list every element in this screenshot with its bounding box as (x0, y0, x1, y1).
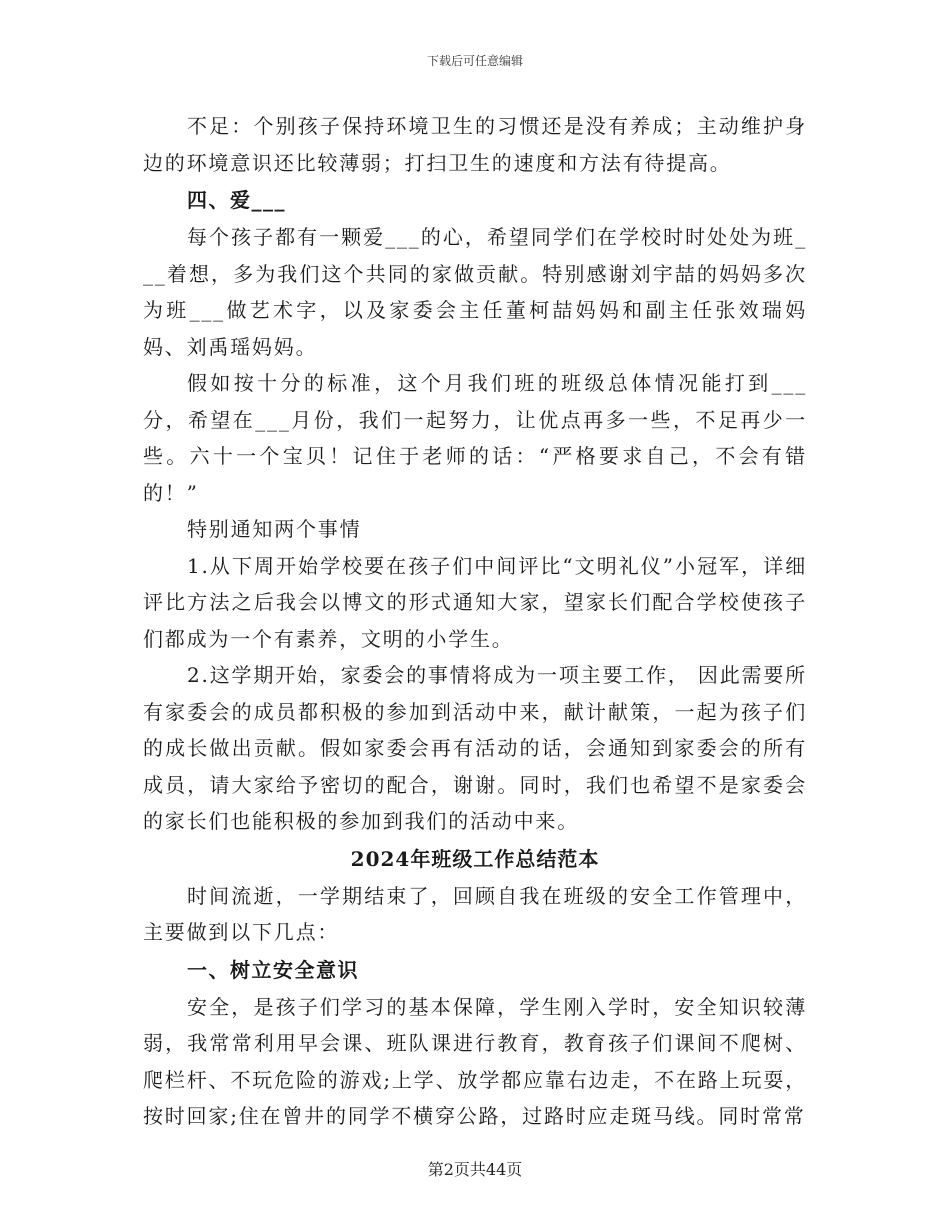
page-footer: 第2页共44页 (427, 1160, 523, 1179)
paragraph-notice-1: 1.从下周开始学校要在孩子们中间评比“文明礼仪”小冠军，详细评比方法之后我会以博文的形式通知大家，望家长们配合学校使孩子们都成为一个有素养，文明的小学生。 (143, 553, 807, 651)
paragraph-notice-intro: 特别通知两个事情 (187, 517, 362, 541)
document-title: 2024年班级工作总结范本 (350, 846, 600, 871)
document-body (143, 108, 807, 1135)
paragraph-score: 假如按十分的标准，这个月我们班的班级总体情况能打到___分，希望在___月份，我们一起努力，让优点再多一些，不足再少一些。六十一个宝贝！记住于老师的话：“严格要求自己，不会有错的！” (143, 371, 807, 505)
paragraph-love: 每个孩子都有一颗爱___的心，希望同学们在学校时时处处为班___着想，多为我们这个共同的家做贡献。特别感谢刘宇喆的妈妈多次为班___做艺术字，以及家委会主任董柯喆妈妈和副主任张效瑞妈妈、刘禹瑶妈妈。 (143, 225, 807, 359)
paragraph-intro: 时间流逝，一学期结束了，回顾自我在班级的安全工作管理中，主要做到以下几点： (143, 883, 807, 944)
section-heading-love: 四、爱___ (187, 188, 286, 212)
paragraph-safety: 安全，是孩子们学习的基本保障，学生刚入学时，安全知识较薄弱，我常常利用早会课、班队课进行教育，教育孩子们课间不爬树、爬栏杆、不玩危险的游戏;上学、放学都应靠右边走，不在路上玩耍，按时回家;住在曾井的同学不横穿公路，过路时应走斑马线。同时常常 (143, 994, 807, 1128)
paragraph-notice-2: 2.这学期开始，家委会的事情将成为一项主要工作， 因此需要所有家委会的成员都积极的参加到活动中来，献计献策，一起为孩子们的成长做出贡献。假如家委会再有活动的话，会通知到家委会的所有成员，请大家给予密切的配合，谢谢。同时，我们也希望不是家委会的家长们也能积极的参加到我们的活动中来。 (143, 663, 807, 833)
section-heading-safety: 一、树立安全意识 (187, 957, 359, 982)
paragraph-shortcomings: 不足：个别孩子保持环境卫生的习惯还是没有养成；主动维护身边的环境意识还比较薄弱；打扫卫生的速度和方法有待提高。 (143, 114, 807, 175)
page-header: 下载后可任意编辑 (426, 54, 523, 68)
